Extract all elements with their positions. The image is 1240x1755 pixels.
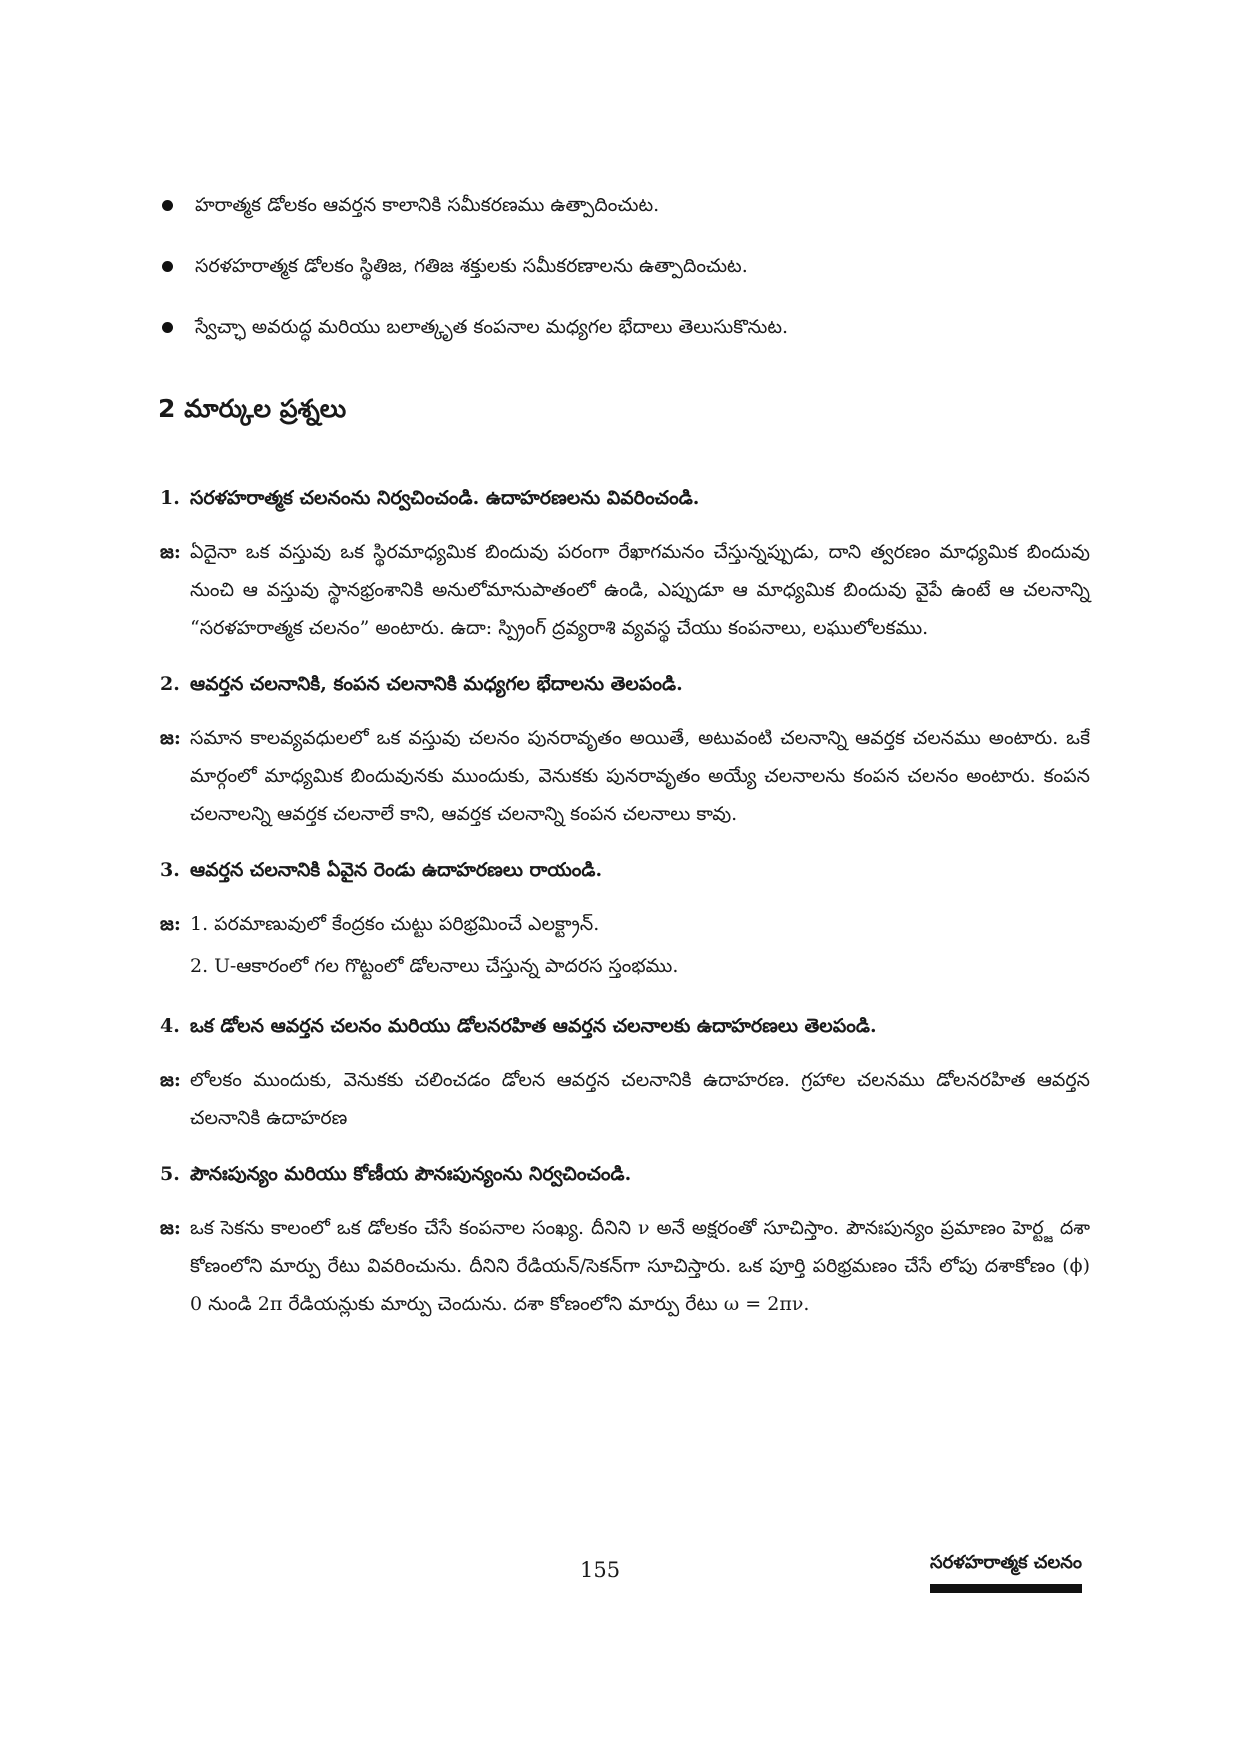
answer-1 [160, 533, 1090, 647]
objectives-list [158, 190, 1118, 373]
answer-text: ఒక సెకను కాలంలో ఒక డోలకం చేసే కంపనాల సంఖ్య. దీనిని ν అనే అక్షరంతో సూచిస్తాం. పౌనఃపున్యం ప్రమాణం హెర్ట్జ దశా కోణంలోని మార్పు రేటు వివరించును. దీనిని రేడియన్/సెకన్‌గా సూచిస్తారు. ఒక పూర్తి పరిభ్రమణం చేసే లోపు దశాకోణం (ϕ) 0 నుండి 2π రేడియన్లుకు మార్పు చెందును. దశా కోణంలోని మార్పు రేటు ω = 2πν. [190, 1217, 1090, 1315]
question-2 [160, 669, 1090, 699]
question-number: 3. [160, 859, 180, 881]
objective-item [158, 312, 1118, 342]
answer-5 [160, 1209, 1090, 1323]
answer-text: లోలకం ముందుకు, వెనుకకు చలించడం డోలన ఆవర్తన చలనానికి ఉదాహరణ. గ్రహాల చలనము డోలనరహిత ఆవర్తన చలనానికి ఉదాహరణ [190, 1069, 1090, 1129]
question-1 [160, 483, 1090, 513]
footer-rule [930, 1584, 1082, 1593]
question-text: ఒక డోలన ఆవర్తన చలనం మరియు డోలనరహిత ఆవర్తన చలనాలకు ఉదాహరణలు తెలపండి. [190, 1015, 877, 1037]
answer-label: జ: [160, 727, 181, 749]
objective-text: సరళహరాత్మక డోలకం స్థితిజ, గతిజ శక్తులకు సమీకరణాలను ఉత్పాదించుట. [195, 255, 748, 277]
question-number: 2. [160, 673, 180, 695]
answer-label: జ: [160, 541, 181, 563]
answer-2 [160, 719, 1090, 833]
answer-label: జ: [160, 913, 181, 935]
page-number: 155 [580, 1558, 621, 1582]
objective-text: హరాత్మక డోలకం ఆవర్తన కాలానికి సమీకరణము ఉత్పాదించుట. [195, 194, 660, 216]
question-4 [160, 1011, 1090, 1041]
objective-item [158, 251, 1118, 281]
question-text: ఆవర్తన చలనానికి, కంపన చలనానికి మధ్యగల భేదాలను తెలపండి. [190, 673, 683, 695]
question-3 [160, 855, 1090, 885]
footer-chapter-title: సరళహరాత్మక చలనం [930, 1552, 1083, 1573]
bullet-icon [162, 261, 173, 272]
answer-examples-list [190, 905, 1090, 985]
section-title: 2 మార్కుల ప్రశ్నలు [158, 394, 347, 423]
question-text: సరళహరాత్మక చలనంను నిర్వచించండి. ఉదాహరణలను వివరించండి. [190, 487, 700, 509]
objective-item [158, 190, 1118, 220]
answer-label: జ: [160, 1069, 181, 1091]
answer-3 [160, 905, 1090, 989]
answer-example-item: 2. U-ఆకారంలో గల గొట్టంలో డోలనాలు చేస్తున్న పాదరస స్తంభము. [190, 955, 679, 977]
answer-example-item: 1. పరమాణువులో కేంద్రకం చుట్టు పరిభ్రమించే ఎలక్ట్రాన్. [190, 913, 600, 935]
question-text: ఆవర్తన చలనానికి ఏవైన రెండు ఉదాహరణలు రాయండి. [190, 859, 603, 881]
answer-label: జ: [160, 1217, 181, 1239]
question-text: పౌనఃపున్యం మరియు కోణీయ పౌనఃపున్యంను నిర్వచించండి. [190, 1163, 632, 1185]
bullet-icon [162, 322, 173, 333]
question-number: 5. [160, 1163, 180, 1185]
question-number: 1. [160, 487, 180, 509]
questions-list [160, 483, 1090, 1345]
bullet-icon [162, 200, 173, 211]
question-5 [160, 1159, 1090, 1189]
question-number: 4. [160, 1015, 180, 1037]
answer-text: సమాన కాలవ్యవధులలో ఒక వస్తువు చలనం పునరావృతం అయితే, అటువంటి చలనాన్ని ఆవర్తక చలనము అంటారు. ఒకే మార్గంలో మాధ్యమిక బిందువునకు ముందుకు, వెనుకకు పునరావృతం అయ్యే చలనాలను కంపన చలనం అంటారు. కంపన చలనాలన్ని ఆవర్తక చలనాలే కాని, ఆవర్తక చలనాన్ని కంపన చలనాలు కావు. [190, 727, 1090, 825]
answer-text: ఏదైనా ఒక వస్తువు ఒక స్థిరమాధ్యమిక బిందువు పరంగా రేఖాగమనం చేస్తున్నప్పుడు, దాని త్వరణం మాధ్యమిక బిందువు నుంచి ఆ వస్తువు స్థానభ్రంశానికి అనులోమానుపాతంలో ఉండి, ఎప్పుడూ ఆ మాధ్యమిక బిందువు వైపే ఉంటే ఆ చలనాన్ని “సరళహరాత్మక చలనం” అంటారు. ఉదా: స్ప్రింగ్ ద్రవ్యరాశి వ్యవస్థ చేయు కంపనాలు, లఘులోలకము. [190, 541, 1090, 639]
objective-text: స్వేచ్ఛా అవరుద్ధ మరియు బలాత్కృత కంపనాల మధ్యగల భేదాలు తెలుసుకొనుట. [195, 316, 789, 338]
answer-4 [160, 1061, 1090, 1137]
